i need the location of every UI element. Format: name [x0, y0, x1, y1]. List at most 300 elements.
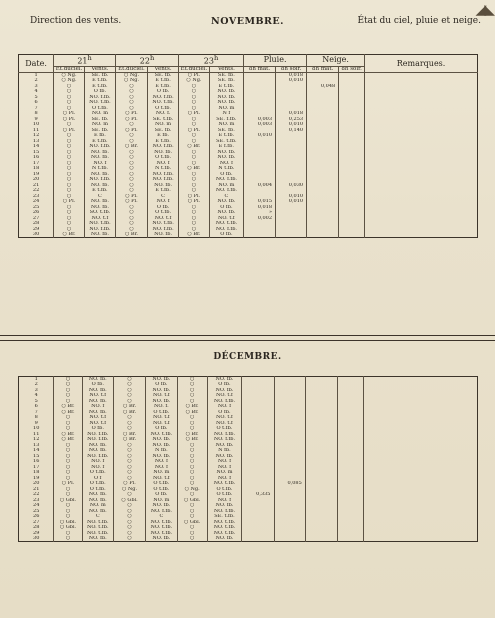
cell-date: 30	[19, 232, 54, 238]
cell-etat-23: ○ Ng.	[179, 78, 210, 84]
cell-vents-22: NO. fb.	[146, 536, 177, 542]
cell-vents-22: NO. f.fb.	[146, 509, 177, 515]
cell-etat-21: ○	[54, 454, 82, 460]
pluie-soir-header: 8h soir.	[276, 66, 307, 73]
cell-vents-23: NO. fb.	[207, 377, 241, 383]
cell-etat-21: ○	[54, 139, 85, 145]
cell-etat-22: ○	[115, 155, 147, 161]
cell-etat-22: ○ Br.	[113, 410, 145, 416]
cell-vents-23: E t.fb.	[209, 133, 243, 139]
cell-date: 22	[19, 188, 54, 194]
cell-etat-21: ○ Br.	[54, 437, 82, 443]
cell-etat-21: ○	[54, 166, 85, 172]
cell-vents-22: NO. t.f	[146, 476, 177, 482]
cell-vents-22: O fb.	[146, 426, 177, 432]
hour-21-header: 21$^h$	[54, 55, 116, 67]
cell-etat-22: ○	[113, 492, 145, 498]
cell-vents-23: NO. t.fb.	[209, 221, 243, 227]
date-header: Date.	[19, 55, 54, 73]
cell-pluie-matin: 0,335	[242, 492, 274, 498]
cell-etat-21: ○	[54, 509, 82, 515]
cell-vents-21: N t.fb.	[84, 166, 115, 172]
cell-vents-23: O fb.	[209, 172, 243, 178]
cell-date: 3	[19, 388, 54, 394]
cell-vents-22: NO. f.	[148, 111, 179, 117]
cell-pluie-matin: 0,003	[243, 122, 275, 128]
cell-vents-21: NO. fb.	[82, 498, 113, 504]
cell-etat-21: ○	[54, 426, 82, 432]
cell-etat-22: ○	[115, 221, 147, 227]
cell-vents-22: NO. f	[146, 459, 177, 465]
cell-etat-23: ○	[177, 377, 207, 383]
cell-etat-23: ○ Br.	[177, 404, 207, 410]
cell-vents-21: NO. f	[82, 404, 113, 410]
cell-vents-22: NO. f.fb.	[148, 95, 179, 101]
cell-etat-23: ○	[177, 426, 207, 432]
table-row	[19, 536, 478, 542]
cell-etat-21: ○	[54, 227, 85, 233]
cell-date: 23	[19, 194, 54, 200]
cell-vents-22: O t.fb.	[148, 155, 179, 161]
cell-vents-21: O fb.	[84, 89, 115, 95]
cell-etat-21: ○	[54, 155, 85, 161]
cell-etat-23: ○	[179, 117, 210, 123]
cell-vents-22: NO. fb.	[148, 150, 179, 156]
cell-vents-21: E t.fb.	[84, 139, 115, 145]
cell-vents-22: NO. t.f	[146, 415, 177, 421]
cell-date: 14	[19, 144, 54, 150]
cell-etat-23: ○ Pl.	[179, 199, 210, 205]
cell-vents-23: NO. t.fb.	[207, 525, 241, 531]
cell-vents-21: NO. fb.	[84, 183, 115, 189]
cell-vents-21: NO. fb.	[82, 388, 113, 394]
cell-vents-23: O fb.	[209, 205, 243, 211]
cell-etat-22: ○	[113, 531, 145, 537]
cell-etat-23: ○	[179, 183, 210, 189]
cell-etat-22: ○	[113, 459, 145, 465]
cell-vents-22: NO. m	[148, 122, 179, 128]
table-row	[19, 232, 478, 238]
cell-vents-22: NO. t.fb.	[146, 520, 177, 526]
etat-ciel-header: Ét.duciel.	[179, 66, 210, 73]
cell-pluie-matin	[242, 536, 274, 542]
cell-etat-22: ○ Br.	[113, 432, 145, 438]
cell-date: 20	[19, 481, 54, 487]
cell-vents-22: NO. f.fb.	[148, 144, 179, 150]
cell-vents-21: E t.fb.	[84, 78, 115, 84]
cell-etat-23: ○	[177, 388, 207, 394]
cell-etat-21: ○	[54, 514, 82, 520]
cell-vents-21: NO. m	[82, 503, 113, 509]
cell-etat-22: ○	[115, 133, 147, 139]
cell-vents-22: NO. fb.	[148, 183, 179, 189]
remarques-header: Remarques.	[365, 55, 478, 73]
cell-etat-23: ○	[177, 531, 207, 537]
cell-vents-23: NO. fb.	[207, 536, 241, 542]
cell-etat-21: ○	[54, 106, 85, 112]
cell-etat-22: ○	[113, 443, 145, 449]
cell-etat-21: ○	[54, 487, 82, 493]
cell-etat-22: ○	[113, 415, 145, 421]
cell-vents-23: NO. t.f	[209, 216, 243, 222]
cell-etat-22: ○ Br.	[113, 437, 145, 443]
cell-etat-22: ○	[113, 399, 145, 405]
cell-etat-23: ○	[177, 399, 207, 405]
neige-header: Neige.	[307, 55, 365, 67]
cell-vents-22: NO. fb.	[148, 232, 179, 238]
cell-vents-22: NO. t.f	[146, 421, 177, 427]
cell-vents-23: E t.fb.	[209, 84, 243, 90]
cell-etat-21: ○ Br.	[54, 232, 85, 238]
cell-etat-21: ○	[54, 415, 82, 421]
cell-etat-21: ○	[54, 421, 82, 427]
cell-vents-21: NO. fb.	[84, 150, 115, 156]
cell-vents-22: SE. fb.	[148, 128, 179, 134]
cell-etat-21: ○	[54, 100, 85, 106]
cell-date: 13	[19, 443, 54, 449]
cell-vents-21: NO. fb.	[84, 232, 115, 238]
cell-vents-23: NO. m	[209, 106, 243, 112]
cell-etat-22: ○	[115, 161, 147, 167]
cell-vents-23: NO. f.fb.	[207, 509, 241, 515]
cell-date: 28	[19, 525, 54, 531]
cell-pluie-soir: 0,018	[276, 73, 307, 79]
cell-etat-23: ○ Gbl.	[177, 498, 207, 504]
cell-date: 9	[19, 421, 54, 427]
cell-vents-23: N t.fb.	[209, 166, 243, 172]
cell-etat-23: ○	[179, 89, 210, 95]
cell-etat-23: ○ Pl.	[179, 128, 210, 134]
cell-date: 10	[19, 426, 54, 432]
cell-etat-23: ○	[177, 492, 207, 498]
cell-vents-21: NO. fb.	[82, 536, 113, 542]
cell-vents-21: NO. t.fb.	[82, 525, 113, 531]
cell-date: 25	[19, 205, 54, 211]
cell-vents-22: NO. t.fb.	[146, 432, 177, 438]
cell-vents-21: NO. f.fb.	[84, 144, 115, 150]
cell-etat-22: ○	[113, 525, 145, 531]
cell-vents-21: O fb.	[82, 382, 113, 388]
hour-22-header: 22$^h$	[115, 55, 178, 67]
cell-etat-23: ○	[179, 161, 210, 167]
cell-etat-22: ○ Pl.	[115, 194, 147, 200]
neige-soir-header: 8h soir.	[339, 66, 365, 73]
cell-date: 21	[19, 183, 54, 189]
cell-etat-21: ○	[54, 216, 85, 222]
cell-vents-23: NO. fb.	[209, 199, 243, 205]
cell-etat-23: ○	[179, 84, 210, 90]
cell-etat-23: ○	[179, 216, 210, 222]
cell-vents-22: NO. t.fb.	[148, 100, 179, 106]
cell-date: 18	[19, 166, 54, 172]
cell-vents-23: NO. t.f	[207, 415, 241, 421]
cell-etat-22: ○	[113, 377, 145, 383]
cell-etat-22: ○	[115, 106, 147, 112]
cell-date: 8	[19, 111, 54, 117]
cell-etat-21: ○	[54, 531, 82, 537]
etat-ciel-header: Ét.duciel.	[115, 66, 147, 73]
cell-vents-22: O t.fb.	[148, 210, 179, 216]
cell-etat-22: ○ Br.	[115, 232, 147, 238]
cell-vents-23: NO. f	[207, 459, 241, 465]
cell-etat-22: ○	[113, 454, 145, 460]
cell-vents-21: NO. t.fb.	[84, 100, 115, 106]
cell-etat-22: ○ Ng.	[115, 78, 147, 84]
cell-etat-21: ○	[54, 476, 82, 482]
cell-date: 1	[19, 73, 54, 79]
cell-etat-23: ○	[179, 150, 210, 156]
cell-vents-22: NO. f.	[146, 404, 177, 410]
cell-date: 15	[19, 150, 54, 156]
cell-vents-23: SE. fb.	[209, 78, 243, 84]
cell-remarques	[364, 536, 478, 542]
cell-etat-23: ○	[177, 536, 207, 542]
cell-vents-23: NO. f.fb.	[209, 177, 243, 183]
cell-vents-21: NO. f	[84, 161, 115, 167]
cell-date: 26	[19, 210, 54, 216]
cell-vents-23: NO. f	[207, 404, 241, 410]
cell-date: 27	[19, 216, 54, 222]
cell-date: 20	[19, 177, 54, 183]
cell-vents-22: NO. t.f	[148, 216, 179, 222]
cell-etat-21: ○ Gbl.	[54, 498, 82, 504]
cell-date: 2	[19, 78, 54, 84]
cell-vents-21: NO. f.fb.	[82, 454, 113, 460]
cell-date: 6	[19, 100, 54, 106]
cell-pluie-soir: 0,018	[276, 111, 307, 117]
cell-etat-22: ○	[115, 227, 147, 233]
cell-vents-21: NO. t.fb.	[84, 221, 115, 227]
cell-vents-23: NO. t.f	[207, 393, 241, 399]
cell-vents-21: E fb.	[84, 133, 115, 139]
cell-etat-23: ○	[177, 459, 207, 465]
cell-etat-23: ○	[177, 509, 207, 515]
cell-vents-23: O fb.	[209, 232, 243, 238]
cell-vents-21: NO. fb.	[82, 492, 113, 498]
cell-etat-22: ○	[113, 470, 145, 476]
pluie-matin-header: 8h mat.	[243, 66, 275, 73]
cell-pluie-soir: 0,140	[276, 128, 307, 134]
cell-vents-21: O t.fb.	[82, 487, 113, 493]
cell-date: 5	[19, 399, 54, 405]
cell-pluie-soir: 0,030	[276, 183, 307, 189]
cell-etat-23: ○ Pl.	[179, 73, 210, 79]
cell-vents-23: O t.fb.	[207, 487, 241, 493]
cell-etat-21: ○ Pl.	[54, 111, 85, 117]
cell-etat-22: ○ Gbl.	[113, 498, 145, 504]
cell-vents-23: NO. fb.	[207, 503, 241, 509]
cell-vents-23: NO. f	[207, 498, 241, 504]
cell-date: 7	[19, 410, 54, 416]
cell-neige-matin	[307, 232, 339, 238]
cell-etat-23: ○	[177, 415, 207, 421]
vents-header: Vents.	[84, 66, 115, 73]
section-divider	[0, 335, 495, 336]
cell-etat-21: ○ Ng.	[54, 78, 85, 84]
cell-vents-23: NO. t.fb.	[207, 481, 241, 487]
cell-vents-23: NO. m	[207, 470, 241, 476]
cell-pluie-soir: 0,010	[276, 122, 307, 128]
cell-etat-23: ○	[179, 227, 210, 233]
cell-etat-22: ○	[115, 210, 147, 216]
cell-pluie-soir: 0,010	[276, 194, 307, 200]
cell-vents-23: NO. fb.	[207, 443, 241, 449]
cell-date: 16	[19, 459, 54, 465]
cell-etat-21: ○ Gbl.	[54, 525, 82, 531]
cell-etat-21: ○	[54, 84, 85, 90]
cell-etat-22: ○	[113, 388, 145, 394]
cell-date: 13	[19, 139, 54, 145]
header-right: État du ciel, pluie et neige.	[357, 16, 481, 26]
cell-vents-23: C	[209, 194, 243, 200]
cell-etat-23: ○	[177, 448, 207, 454]
cell-vents-21: NO. t.f	[82, 421, 113, 427]
cell-vents-21: SE. fb.	[84, 117, 115, 123]
cell-date: 6	[19, 404, 54, 410]
cell-vents-23: NO. f.fb.	[209, 227, 243, 233]
cell-etat-22: ○	[113, 421, 145, 427]
cell-vents-21: E t.fb.	[84, 84, 115, 90]
cell-neige-soir	[339, 232, 365, 238]
cell-pluie-matin: »	[243, 210, 275, 216]
cell-etat-21: ○	[54, 388, 82, 394]
cell-etat-23: ○	[177, 421, 207, 427]
cell-date: 10	[19, 122, 54, 128]
cell-vents-22: NO. m	[146, 498, 177, 504]
cell-etat-21: ○ Ng.	[54, 73, 85, 79]
cell-vents-21: NO. f.fb.	[84, 227, 115, 233]
cell-etat-22: ○ Pl.	[115, 111, 147, 117]
month-title: NOVEMBRE.	[211, 16, 284, 27]
cell-vents-23: NO. m	[209, 183, 243, 189]
cell-date: 30	[19, 536, 54, 542]
cell-date: 29	[19, 227, 54, 233]
cell-etat-21: ○ Gbl.	[54, 520, 82, 526]
cell-etat-22: ○	[115, 177, 147, 183]
cell-etat-21: ○	[54, 221, 85, 227]
cell-vents-23: NO. m	[209, 122, 243, 128]
cell-vents-22: O t.fb.	[146, 481, 177, 487]
cell-vents-21: SE. fb.	[84, 73, 115, 79]
cell-etat-23: ○ Br.	[177, 432, 207, 438]
cell-etat-22: ○ Br.	[113, 404, 145, 410]
header-left: Direction des vents.	[30, 16, 122, 26]
cell-vents-23: NO. t.fb.	[207, 531, 241, 537]
cell-date: 24	[19, 503, 54, 509]
cell-date: 24	[19, 199, 54, 205]
cell-vents-22: NO. fb.	[146, 388, 177, 394]
cell-date: 3	[19, 84, 54, 90]
cell-etat-23: ○	[179, 106, 210, 112]
cell-vents-21: NO. fb.	[84, 155, 115, 161]
cell-etat-22: ○	[113, 465, 145, 471]
cell-vents-21: NO. f	[82, 459, 113, 465]
cell-date: 12	[19, 133, 54, 139]
cell-vents-21: SE. fb.	[84, 128, 115, 134]
cell-etat-21: ○ Pl.	[54, 117, 85, 123]
cell-etat-21: ○ Pl.	[54, 481, 82, 487]
cell-vents-21: NO. fb.	[82, 410, 113, 416]
cell-vents-21: NO. f.fb.	[82, 437, 113, 443]
cell-vents-21: NO. fb.	[82, 509, 113, 515]
cell-etat-23: ○	[179, 139, 210, 145]
cell-etat-21: ○	[54, 122, 85, 128]
cell-vents-22: NO. m	[146, 470, 177, 476]
cell-etat-21: ○	[54, 177, 85, 183]
december-title: DÉCEMBRE.	[213, 352, 282, 362]
cell-vents-21: NO. f.fb.	[84, 177, 115, 183]
pluie-header: Pluie.	[243, 55, 306, 67]
cell-vents-23: O t.fb.	[207, 492, 241, 498]
cell-vents-22: E t.fb.	[148, 188, 179, 194]
cell-etat-23: ○	[177, 525, 207, 531]
cell-date: 16	[19, 155, 54, 161]
cell-date: 17	[19, 465, 54, 471]
cell-etat-23: ○	[179, 172, 210, 178]
cell-etat-23: ○ Br.	[177, 437, 207, 443]
cell-date: 25	[19, 509, 54, 515]
cell-etat-21: ○	[54, 377, 82, 383]
cell-date: 12	[19, 437, 54, 443]
cell-vents-23: NO. fb.	[209, 155, 243, 161]
cell-vents-22: NO. fb.	[146, 399, 177, 405]
cell-vents-23: NO. fb.	[209, 150, 243, 156]
cell-etat-23: ○	[177, 382, 207, 388]
cell-etat-21: ○	[54, 161, 85, 167]
cell-etat-23: ○ Pl.	[179, 111, 210, 117]
cell-vents-23: NO. fb.	[209, 89, 243, 95]
cell-date: 4	[19, 89, 54, 95]
cell-vents-22: NO. f.fb.	[148, 172, 179, 178]
cell-etat-23: ○	[179, 122, 210, 128]
cell-vents-21: NO. fb.	[82, 399, 113, 405]
cell-date: 5	[19, 95, 54, 101]
cell-pluie-soir	[274, 536, 305, 542]
cell-vents-21: O fb.	[82, 426, 113, 432]
cell-vents-22: NO. f.fb.	[148, 177, 179, 183]
cell-etat-22: ○ Pl.	[115, 199, 147, 205]
cell-etat-22: ○	[115, 95, 147, 101]
cell-etat-23: ○ Br.	[177, 410, 207, 416]
cell-etat-21: ○	[54, 210, 85, 216]
cell-etat-21: ○ Br.	[54, 410, 82, 416]
cell-vents-23: NO. f	[209, 161, 243, 167]
december-table	[18, 376, 478, 542]
cell-etat-22: ○	[115, 183, 147, 189]
cell-etat-21: ○	[54, 448, 82, 454]
cell-etat-21: ○	[54, 459, 82, 465]
cell-vents-21: NO. t.f	[82, 415, 113, 421]
cell-date: 14	[19, 448, 54, 454]
cell-vents-22: C	[146, 514, 177, 520]
cell-etat-22: ○	[115, 172, 147, 178]
cell-etat-22: ○	[115, 84, 147, 90]
cell-etat-23: ○	[179, 205, 210, 211]
cell-etat-23: ○	[179, 188, 210, 194]
cell-vents-22: E fb.	[148, 133, 179, 139]
cell-etat-22: ○ Pl.	[113, 481, 145, 487]
cell-etat-23: ○	[179, 95, 210, 101]
cell-etat-22: ○	[115, 188, 147, 194]
cell-etat-22: ○	[115, 205, 147, 211]
cell-etat-23: ○	[177, 393, 207, 399]
cell-vents-21: NO. t.fb.	[82, 531, 113, 537]
cell-etat-22: ○	[113, 514, 145, 520]
cell-vents-23: NO. fb.	[209, 95, 243, 101]
cell-etat-21: ○	[54, 492, 82, 498]
cell-vents-21: O t.fb.	[82, 470, 113, 476]
cell-etat-23: ○	[177, 481, 207, 487]
